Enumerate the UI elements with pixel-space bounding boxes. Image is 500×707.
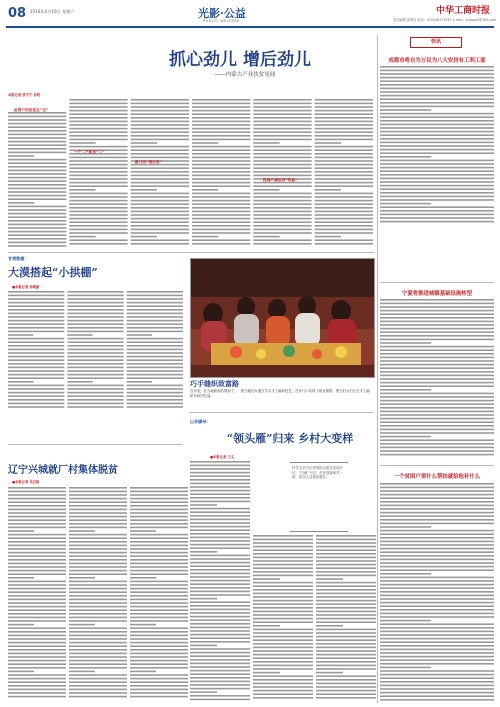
liaoning-byline: ■本报记者 吴汉桢 <box>12 480 40 484</box>
main-heading-3: 新门改“增后劲” <box>135 160 163 164</box>
sidebar-item1-body <box>380 65 494 225</box>
sidebar-label: 快讯 <box>430 39 441 45</box>
shandong-byline: ■本报记者 王文 <box>210 455 235 459</box>
sidebar-item3-title: 一个贫困户要什么帮扶就给他补什么 <box>393 474 481 480</box>
main-article-title: 抓心劲儿 增后劲儿 <box>169 50 311 70</box>
issue-date: 2016年4月16日 星期六 <box>30 9 75 14</box>
shandong-kicker: 山东滕州： <box>190 419 211 424</box>
gansu-body <box>8 290 183 410</box>
shandong-title: “领头雁”归来 乡村大变样 <box>226 432 354 445</box>
sidebar-item2-text-lines <box>380 298 494 458</box>
masthead <box>0 0 500 30</box>
newspaper-brand: 中华工商时报 <box>436 6 491 16</box>
main-heading-4: 投调户减贫成“效益” <box>263 178 298 182</box>
sidebar-item3-text-lines <box>380 482 494 702</box>
photo-caption-text: 近年来，在当地政府的帮助下，一批当地妇女通过学习手工编织技艺，在家门口实现了就业增收。图为妇女们正在手工编织车间内忙碌。 <box>190 389 370 398</box>
page-number: 08 <box>8 6 27 21</box>
main-article-subtitle: ——内蒙古产业扶贫见闻 <box>214 72 276 78</box>
liaoning-title: 辽宁兴城就厂村集体脱贫 <box>8 465 118 476</box>
editor-line: 责任编辑 邵维钰 电话：(010)58179767 E-mail：zhgsbsh@163.com <box>392 18 496 22</box>
handicraft-photo <box>190 258 375 378</box>
shandong-text-lines <box>190 460 376 702</box>
main-heading-1: 贫困户的担忧在“走” <box>14 108 49 112</box>
masthead-rule <box>6 26 494 28</box>
pullquote-text: 村党支部书记带领群众建设美丽乡村，“归雁”兴村，村里面貌焕然一新，群众生活越来越好。 <box>292 466 343 480</box>
main-heading-2: 一产二产能加“三” <box>74 150 105 154</box>
sidebar-item2-title: 宁夏将推进城镇基础设施转型 <box>401 291 473 297</box>
divider-photo-bottom <box>190 412 373 413</box>
liaoning-text-lines <box>8 486 188 701</box>
divider-gansu-bottom <box>8 444 183 445</box>
liaoning-body <box>8 486 188 701</box>
sidebar-item2-body <box>380 298 494 458</box>
main-article-body <box>8 98 373 248</box>
sidebar-item1-text-lines <box>380 65 494 225</box>
sidebar <box>380 35 494 703</box>
section-title: 光影·公益 <box>198 7 246 20</box>
sidebar-item3-body <box>380 482 494 702</box>
sidebar-item1-title: 成都市将自为万民为八大安居有工利工部 <box>388 58 486 64</box>
pullquote-box <box>290 462 348 532</box>
gansu-byline: ■本报记者 孙晓丽 <box>12 285 40 289</box>
sidebar-divider-1 <box>380 282 494 283</box>
section-subtitle: PUBLIC WELFARE <box>203 19 240 23</box>
gansu-title: 大漠搭起“小拱棚” <box>8 266 98 279</box>
main-article-text-lines <box>8 98 373 248</box>
photo-caption-title: 巧手缝织致富路 <box>190 379 239 388</box>
gansu-kicker: 甘肃敦煌： <box>8 256 29 261</box>
sidebar-label-box <box>410 37 462 48</box>
shandong-body <box>190 460 376 702</box>
photo-illustration <box>191 259 374 377</box>
main-article-byline: 本报记者 张宇宁 李明 <box>8 93 41 97</box>
gansu-text-lines <box>8 290 183 410</box>
divider-main-bottom <box>8 252 375 253</box>
divider-right-column <box>377 35 378 703</box>
sidebar-divider-2 <box>380 465 494 466</box>
